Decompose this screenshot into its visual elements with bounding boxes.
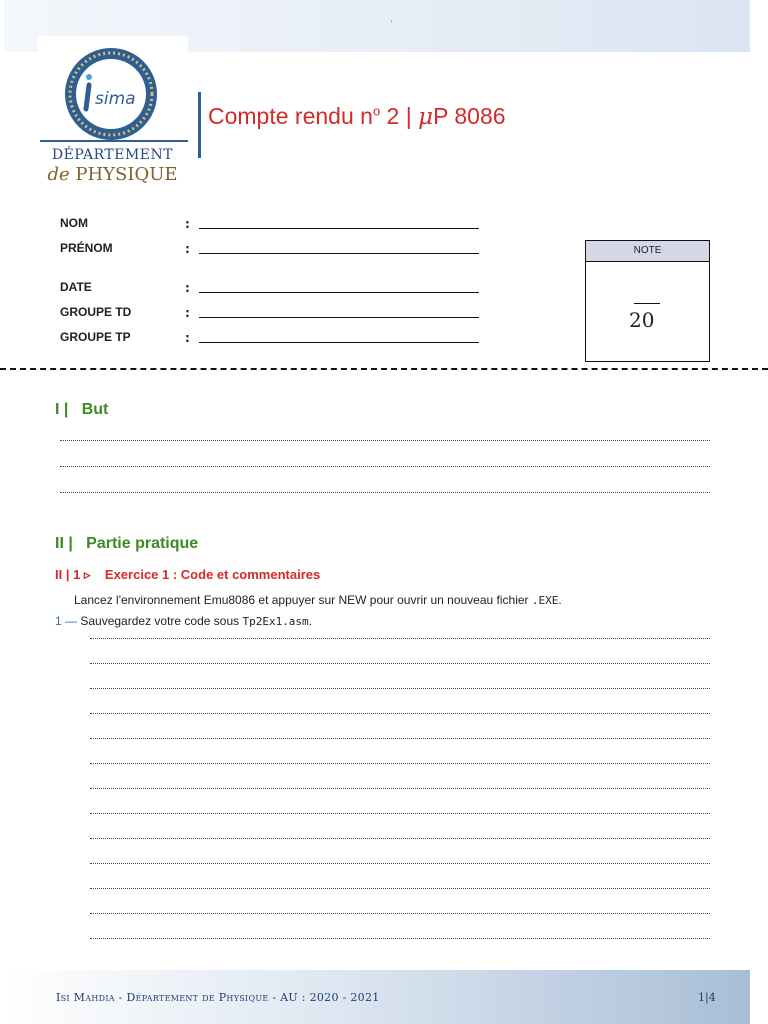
step-end: .	[308, 614, 313, 628]
answer-line[interactable]	[60, 466, 710, 467]
subsection-number: II | 1 ▹	[55, 567, 91, 582]
answer-line[interactable]	[90, 863, 710, 864]
grade-total: 20	[629, 308, 655, 332]
answer-line[interactable]	[90, 763, 710, 764]
page-number: 1|4	[698, 991, 716, 1004]
answer-line[interactable]	[90, 738, 710, 739]
department-line1: DÉPARTEMENT	[51, 147, 174, 163]
field-colon: :	[185, 217, 190, 231]
subsection-title: Exercice 1 : Code et commentaires	[104, 567, 321, 582]
title-superscript: o	[372, 103, 381, 119]
top-mark: .	[390, 14, 394, 25]
section-number: II |	[55, 535, 73, 552]
step-number: 1 —	[55, 614, 78, 628]
intro-end: .	[558, 593, 562, 607]
answer-line[interactable]	[90, 913, 710, 914]
answer-line[interactable]	[90, 838, 710, 839]
answer-line[interactable]	[90, 788, 710, 789]
isima-seal-icon	[64, 47, 158, 141]
step-text: Sauvegardez votre code sous	[77, 614, 243, 628]
grade-box	[585, 240, 710, 362]
section-title: Partie pratique	[86, 535, 199, 552]
field-colon: :	[185, 331, 190, 345]
title-divider	[198, 92, 201, 158]
logo-rule	[40, 140, 188, 142]
groupe-td-input-line[interactable]	[199, 317, 479, 318]
field-colon: :	[185, 306, 190, 320]
department-prefix: de	[47, 164, 70, 185]
intro-instruction	[74, 593, 562, 607]
prenom-input-line[interactable]	[199, 253, 479, 254]
field-label-prenom: PRÉNOM	[60, 241, 113, 255]
field-label-groupe-td: GROUPE TD	[60, 305, 132, 319]
logo-text: sima	[95, 89, 136, 109]
section-heading-but	[55, 401, 108, 419]
title-mu-symbol: μ	[418, 104, 434, 130]
answer-line[interactable]	[60, 492, 710, 493]
answer-line[interactable]	[90, 663, 710, 664]
section-divider	[0, 368, 768, 370]
subsection-heading	[55, 567, 320, 583]
intro-text: Lancez l'environnement Emu8086 et appuyer sur NEW pour ouvrir un nouveau fichier	[74, 593, 532, 607]
answer-line[interactable]	[90, 713, 710, 714]
answer-line[interactable]	[90, 813, 710, 814]
department-line2	[40, 164, 185, 185]
title-number: 2 |	[380, 103, 419, 129]
step-instruction	[55, 614, 312, 628]
answer-line[interactable]	[60, 440, 710, 441]
field-label-groupe-tp: GROUPE TP	[60, 330, 131, 344]
grade-fraction-bar	[634, 303, 660, 304]
intro-code: .EXE	[531, 594, 559, 607]
answer-line[interactable]	[90, 938, 710, 939]
step-code: Tp2Ex1.asm	[242, 615, 309, 628]
answer-line[interactable]	[90, 638, 710, 639]
section-title: But	[81, 401, 109, 418]
field-colon: :	[185, 242, 190, 256]
section-heading-partie-pratique	[55, 535, 198, 553]
field-label-nom: NOM	[60, 216, 88, 230]
title-prefix: Compte rendu n	[208, 103, 373, 129]
nom-input-line[interactable]	[199, 228, 479, 229]
title-suffix: P 8086	[433, 103, 506, 129]
field-colon: :	[185, 281, 190, 295]
field-label-date: DATE	[60, 280, 92, 294]
department-name: PHYSIQUE	[75, 164, 178, 185]
footer-text: Isi Mahdia - Département de Physique - AU : 2020 - 2021	[56, 991, 380, 1004]
date-input-line[interactable]	[199, 292, 479, 293]
section-number: I |	[55, 401, 69, 418]
page-title	[208, 103, 506, 130]
answer-line[interactable]	[90, 888, 710, 889]
groupe-tp-input-line[interactable]	[199, 342, 479, 343]
answer-line[interactable]	[90, 688, 710, 689]
grade-label: NOTE	[586, 241, 709, 262]
